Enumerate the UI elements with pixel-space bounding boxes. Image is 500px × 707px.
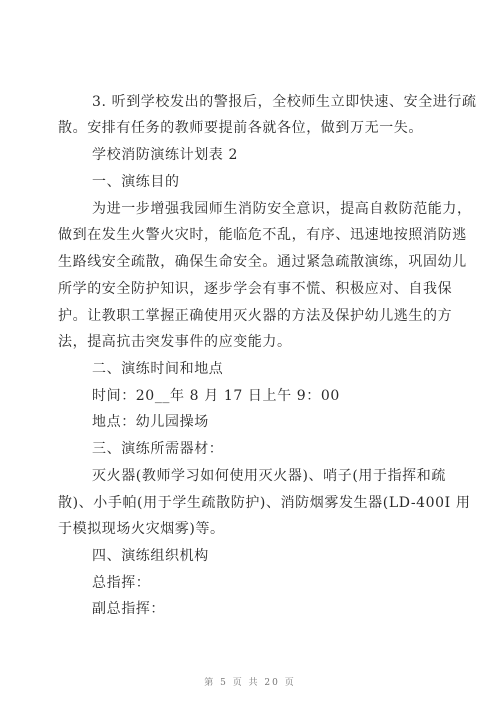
plan-heading: 学校消防演练计划表 2 <box>92 147 238 163</box>
body-line-8: 所学的安全防护知识，逐步学会有事不慌、积极应对、自我保 <box>58 281 453 297</box>
place-line: 地点：幼儿园操场 <box>92 414 209 430</box>
section-heading-organization: 四、演练组织机构 <box>92 548 209 564</box>
time-line: 时间：20__年 8 月 17 日上午 9：00 <box>92 388 340 404</box>
body-line-16: 散)、小手帕(用于学生疏散防护)、消防烟雾发生器(LD-400I 用 <box>58 495 471 511</box>
body-line-9: 护。让教职工掌握正确使用灭火器的方法及保护幼儿逃生的方 <box>58 308 453 324</box>
page-number-footer: 第 5 页 共 20 页 <box>204 678 296 688</box>
body-line-15: 灭火器(教师学习如何使用灭火器)、哨子(用于指挥和疏 <box>92 468 446 484</box>
section-heading-time-place: 二、演练时间和地点 <box>92 361 224 377</box>
body-line-10: 法，提高抗击突发事件的应变能力。 <box>58 334 292 350</box>
body-line-7: 生路线安全疏散，确保生命安全。通过紧急疏散演练，巩固幼儿 <box>58 254 467 270</box>
body-line-6: 做到在发生火警火灾时，能临危不乱，有序、迅速地按照消防逃 <box>58 227 467 243</box>
commander-line: 总指挥： <box>92 575 151 591</box>
body-line-2: 散。安排有任务的教师要提前各就各位，做到万无一失。 <box>58 120 423 136</box>
body-line-17: 于模拟现场火灾烟雾)等。 <box>58 521 225 537</box>
section-heading-equipment: 三、演练所需器材： <box>92 441 224 457</box>
deputy-commander-line: 副总指挥： <box>92 601 165 617</box>
body-line-5: 为进一步增强我园师生消防安全意识，提高自救防范能力， <box>92 201 472 217</box>
body-line-1: 3. 听到学校发出的警报后，全校师生立即快速、安全进行疏 <box>92 94 477 110</box>
section-heading-purpose: 一、演练目的 <box>92 174 180 190</box>
